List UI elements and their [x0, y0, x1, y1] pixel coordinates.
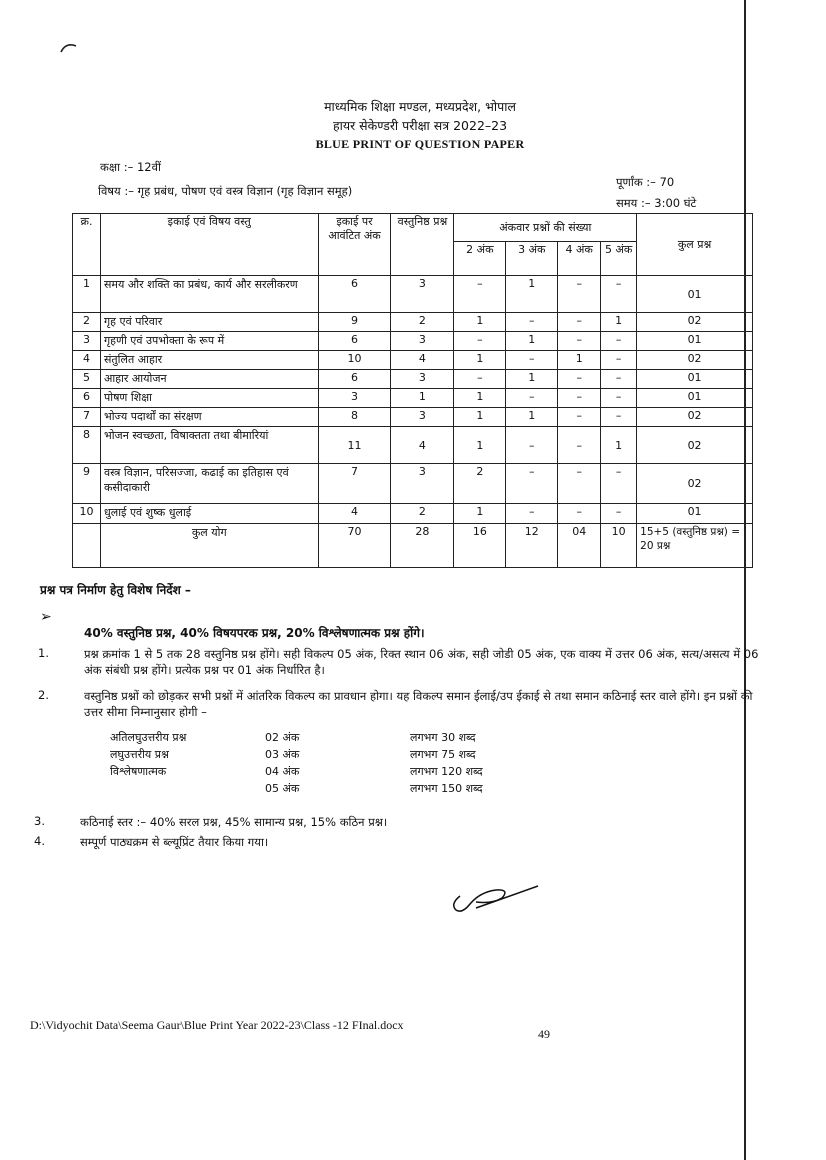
question-type: लघुउत्तरीय प्रश्न	[110, 748, 169, 761]
exam-session: हायर सेकेण्डरी परीक्षा सत्र 2022–23	[332, 118, 508, 133]
header-unit: इकाई एवं विषय वस्तु	[100, 214, 318, 276]
cell-allotted: 9	[318, 313, 391, 332]
word-limit-row	[110, 730, 550, 747]
grand-total-questions: 15+5 (वस्तुनिष्ठ प्रश्न) = 20 प्रश्न	[637, 524, 753, 568]
cell-4-marks: –	[558, 504, 601, 524]
cell-objective: 1	[391, 389, 454, 408]
cell-total: 01	[637, 389, 753, 408]
cell-5-marks: –	[601, 504, 637, 524]
cell-objective: 4	[391, 351, 454, 370]
header-4-marks: 4 अंक	[558, 242, 601, 276]
point-number: 1.	[38, 646, 49, 660]
cell-sno: 9	[73, 464, 101, 504]
cell-total: 02	[637, 313, 753, 332]
grand-total-allotted: 70	[318, 524, 391, 568]
header-markwise: अंकवार प्रश्नों की संख्या	[454, 214, 637, 242]
point-number: 4.	[34, 834, 45, 848]
cell-sno: 7	[73, 408, 101, 427]
cell-4-marks: –	[558, 276, 601, 313]
cell-total: 02	[637, 408, 753, 427]
word-limit: लगभग 120 शब्द	[410, 765, 483, 778]
word-limit: लगभग 30 शब्द	[410, 731, 476, 744]
grand-total-label: कुल योग	[100, 524, 318, 568]
cell-sno: 6	[73, 389, 101, 408]
cell-4-marks: –	[558, 427, 601, 464]
table-row	[73, 351, 753, 370]
table-row	[73, 332, 753, 351]
cell-allotted: 6	[318, 332, 391, 351]
word-limit: लगभग 75 शब्द	[410, 748, 476, 761]
cell-sno: 3	[73, 332, 101, 351]
cell-objective: 2	[391, 313, 454, 332]
cell-unit: भोज्य पदार्थों का संरक्षण	[100, 408, 318, 427]
directions-heading: प्रश्न पत्र निर्माण हेतु विशेष निर्देश –	[40, 583, 191, 597]
cell-2-marks: 1	[454, 389, 506, 408]
word-limit-row	[110, 747, 550, 764]
point-text: प्रश्न क्रमांक 1 से 5 तक 28 वस्तुनिष्ठ प्रश्न होंगे। सही विकल्प 05 अंक, रिक्त स्थान 06 अंक, सही जोडी 05 अंक, एक वाक्य में उत्तर 06 अंक, सत्य/असत्य में 06 अंक संबंधी प्रश्न होंगे। प्रत्येक प्रश्न पर 01 अंक निर्धारित है।	[84, 647, 759, 677]
blueprint-table	[72, 213, 753, 568]
cell-objective: 3	[391, 276, 454, 313]
cell-total: 01	[637, 276, 753, 313]
cell-3-marks: –	[506, 427, 558, 464]
header-allotted: इकाई पर आवंटित अंक	[318, 214, 391, 276]
cell-unit: समय और शक्ति का प्रबंध, कार्य और सरलीकरण	[100, 276, 318, 313]
grand-total-2-marks: 16	[454, 524, 506, 568]
cell-objective: 2	[391, 504, 454, 524]
point-number: 2.	[38, 688, 49, 702]
cell-2-marks: 2	[454, 464, 506, 504]
page-edge-line	[744, 0, 746, 1160]
cell-3-marks: 1	[506, 276, 558, 313]
cell-sno: 5	[73, 370, 101, 389]
cell-objective: 4	[391, 427, 454, 464]
table-row	[73, 408, 753, 427]
cell-unit: आहार आयोजन	[100, 370, 318, 389]
cell-total: 01	[637, 504, 753, 524]
cell-2-marks: –	[454, 276, 506, 313]
word-limit-row	[110, 764, 550, 781]
grand-total-4-marks: 04	[558, 524, 601, 568]
grand-total-3-marks: 12	[506, 524, 558, 568]
question-type: अतिलघुउत्तरीय प्रश्न	[110, 731, 187, 744]
table-row	[73, 313, 753, 332]
cell-3-marks: 1	[506, 370, 558, 389]
question-marks: 04 अंक	[265, 765, 300, 778]
cell-sno: 4	[73, 351, 101, 370]
cell-objective: 3	[391, 332, 454, 351]
point-text: वस्तुनिष्ठ प्रश्नों को छोड़कर सभी प्रश्नों में आंतरिक विकल्प का प्रावधान होगा। यह विकल्प समान ईलाई/उप ईकाई से तथा समान कठिनाई स्तर वाले होंगे। इन प्रश्नों की उत्तर सीमा निम्नानुसार होगी –	[84, 689, 753, 719]
cell-allotted: 3	[318, 389, 391, 408]
point-text: सम्पूर्ण पाठ्यक्रम से ब्ल्यूप्रिंट तैयार किया गया।	[80, 835, 269, 849]
cell-allotted: 4	[318, 504, 391, 524]
table-row	[73, 370, 753, 389]
cell-5-marks: –	[601, 389, 637, 408]
cell-5-marks: –	[601, 464, 637, 504]
question-type	[110, 781, 265, 798]
header-2-marks: 2 अंक	[454, 242, 506, 276]
table-row	[73, 389, 753, 408]
signature	[446, 878, 546, 918]
cell-2-marks: 1	[454, 504, 506, 524]
cell-3-marks: 1	[506, 332, 558, 351]
cell-objective: 3	[391, 408, 454, 427]
cell-4-marks: –	[558, 408, 601, 427]
corner-mark	[58, 40, 80, 54]
question-type: विश्लेषणात्मक	[110, 765, 167, 778]
cell-3-marks: –	[506, 464, 558, 504]
cell-2-marks: –	[454, 332, 506, 351]
cell-5-marks: –	[601, 351, 637, 370]
table-total-row	[73, 524, 753, 568]
cell-allotted: 7	[318, 464, 391, 504]
header-3-marks: 3 अंक	[506, 242, 558, 276]
max-marks: पूर्णांक :– 70	[616, 175, 675, 189]
cell-4-marks: –	[558, 313, 601, 332]
subject-label: विषय :– गृह प्रबंध, पोषण एवं वस्त्र विज्ञान (गृह विज्ञान समूह)	[98, 184, 353, 198]
cell-2-marks: 1	[454, 351, 506, 370]
cell-2-marks: 1	[454, 408, 506, 427]
cell-total: 02	[637, 351, 753, 370]
cell-2-marks: 1	[454, 313, 506, 332]
cell-5-marks: –	[601, 332, 637, 351]
cell-unit: धुलाई एवं शुष्क धुलाई	[100, 504, 318, 524]
page-number: 49	[538, 1027, 550, 1041]
cell-2-marks: –	[454, 370, 506, 389]
cell-sno: 2	[73, 313, 101, 332]
table-row	[73, 504, 753, 524]
time-label: समय :– 3:00 घंटे	[616, 196, 697, 210]
cell-5-marks: –	[601, 408, 637, 427]
cell-4-marks: –	[558, 464, 601, 504]
cell-5-marks: 1	[601, 427, 637, 464]
grand-total-objective: 28	[391, 524, 454, 568]
header-objective: वस्तुनिष्ठ प्रश्न	[391, 214, 454, 276]
cell-sno: 1	[73, 276, 101, 313]
word-limit-table	[110, 730, 550, 798]
cell-objective: 3	[391, 370, 454, 389]
table-row	[73, 276, 753, 313]
cell-3-marks: 1	[506, 408, 558, 427]
cell-3-marks: –	[506, 389, 558, 408]
cell-unit: वस्त्र विज्ञान, परिसज्जा, कढाई का इतिहास एवं कसीदाकारी	[100, 464, 318, 504]
cell-4-marks: –	[558, 389, 601, 408]
point-text: कठिनाई स्तर :– 40% सरल प्रश्न, 45% सामान्य प्रश्न, 15% कठिन प्रश्न।	[80, 815, 388, 829]
cell-objective: 3	[391, 464, 454, 504]
cell-sno: 8	[73, 427, 101, 464]
word-limit-row	[110, 781, 550, 798]
cell-4-marks: –	[558, 332, 601, 351]
class-label: कक्षा :– 12वीं	[100, 160, 161, 174]
cell-5-marks: –	[601, 370, 637, 389]
header-5-marks: 5 अंक	[601, 242, 637, 276]
cell-5-marks: –	[601, 276, 637, 313]
cell-3-marks: –	[506, 351, 558, 370]
document-title: BLUE PRINT OF QUESTION PAPER	[315, 137, 525, 151]
cell-unit: गृह एवं परिवार	[100, 313, 318, 332]
cell-4-marks: 1	[558, 351, 601, 370]
point-number: 3.	[34, 814, 45, 828]
cell-total: 02	[637, 464, 753, 504]
arrow-bullet-icon: ➢	[40, 609, 52, 625]
cell-allotted: 6	[318, 276, 391, 313]
cell-unit: पोषण शिक्षा	[100, 389, 318, 408]
header-total: कुल प्रश्न	[637, 214, 753, 276]
question-distribution-note: 40% वस्तुनिष्ठ प्रश्न, 40% विषयपरक प्रश्न, 20% विश्लेषणात्मक प्रश्न होंगे।	[84, 626, 425, 640]
cell-2-marks: 1	[454, 427, 506, 464]
cell-3-marks: –	[506, 504, 558, 524]
word-limit: लगभग 150 शब्द	[410, 782, 483, 795]
cell-allotted: 11	[318, 427, 391, 464]
cell-allotted: 6	[318, 370, 391, 389]
grand-total-5-marks: 10	[601, 524, 637, 568]
cell-4-marks: –	[558, 370, 601, 389]
question-marks: 03 अंक	[265, 748, 300, 761]
cell-unit: संतुलित आहार	[100, 351, 318, 370]
table-row	[73, 427, 753, 464]
board-name: माध्यमिक शिक्षा मण्डल, मध्यप्रदेश, भोपाल	[324, 99, 516, 114]
cell-sno: 10	[73, 504, 101, 524]
question-marks: 05 अंक	[265, 782, 300, 795]
cell-5-marks: 1	[601, 313, 637, 332]
cell-unit: गृहणी एवं उपभोक्ता के रूप में	[100, 332, 318, 351]
cell-total: 02	[637, 427, 753, 464]
file-path: D:\Vidyochit Data\Seema Gaur\Blue Print Year 2022-23\Class -12 FInal.docx	[30, 1018, 404, 1032]
cell-3-marks: –	[506, 313, 558, 332]
cell-total: 01	[637, 332, 753, 351]
header-sno: क्र.	[73, 214, 101, 276]
table-row	[73, 464, 753, 504]
cell-allotted: 10	[318, 351, 391, 370]
cell-unit: भोजन स्वच्छता, विषाक्तता तथा बीमारियां	[100, 427, 318, 464]
cell-allotted: 8	[318, 408, 391, 427]
question-marks: 02 अंक	[265, 731, 300, 744]
cell-total: 01	[637, 370, 753, 389]
